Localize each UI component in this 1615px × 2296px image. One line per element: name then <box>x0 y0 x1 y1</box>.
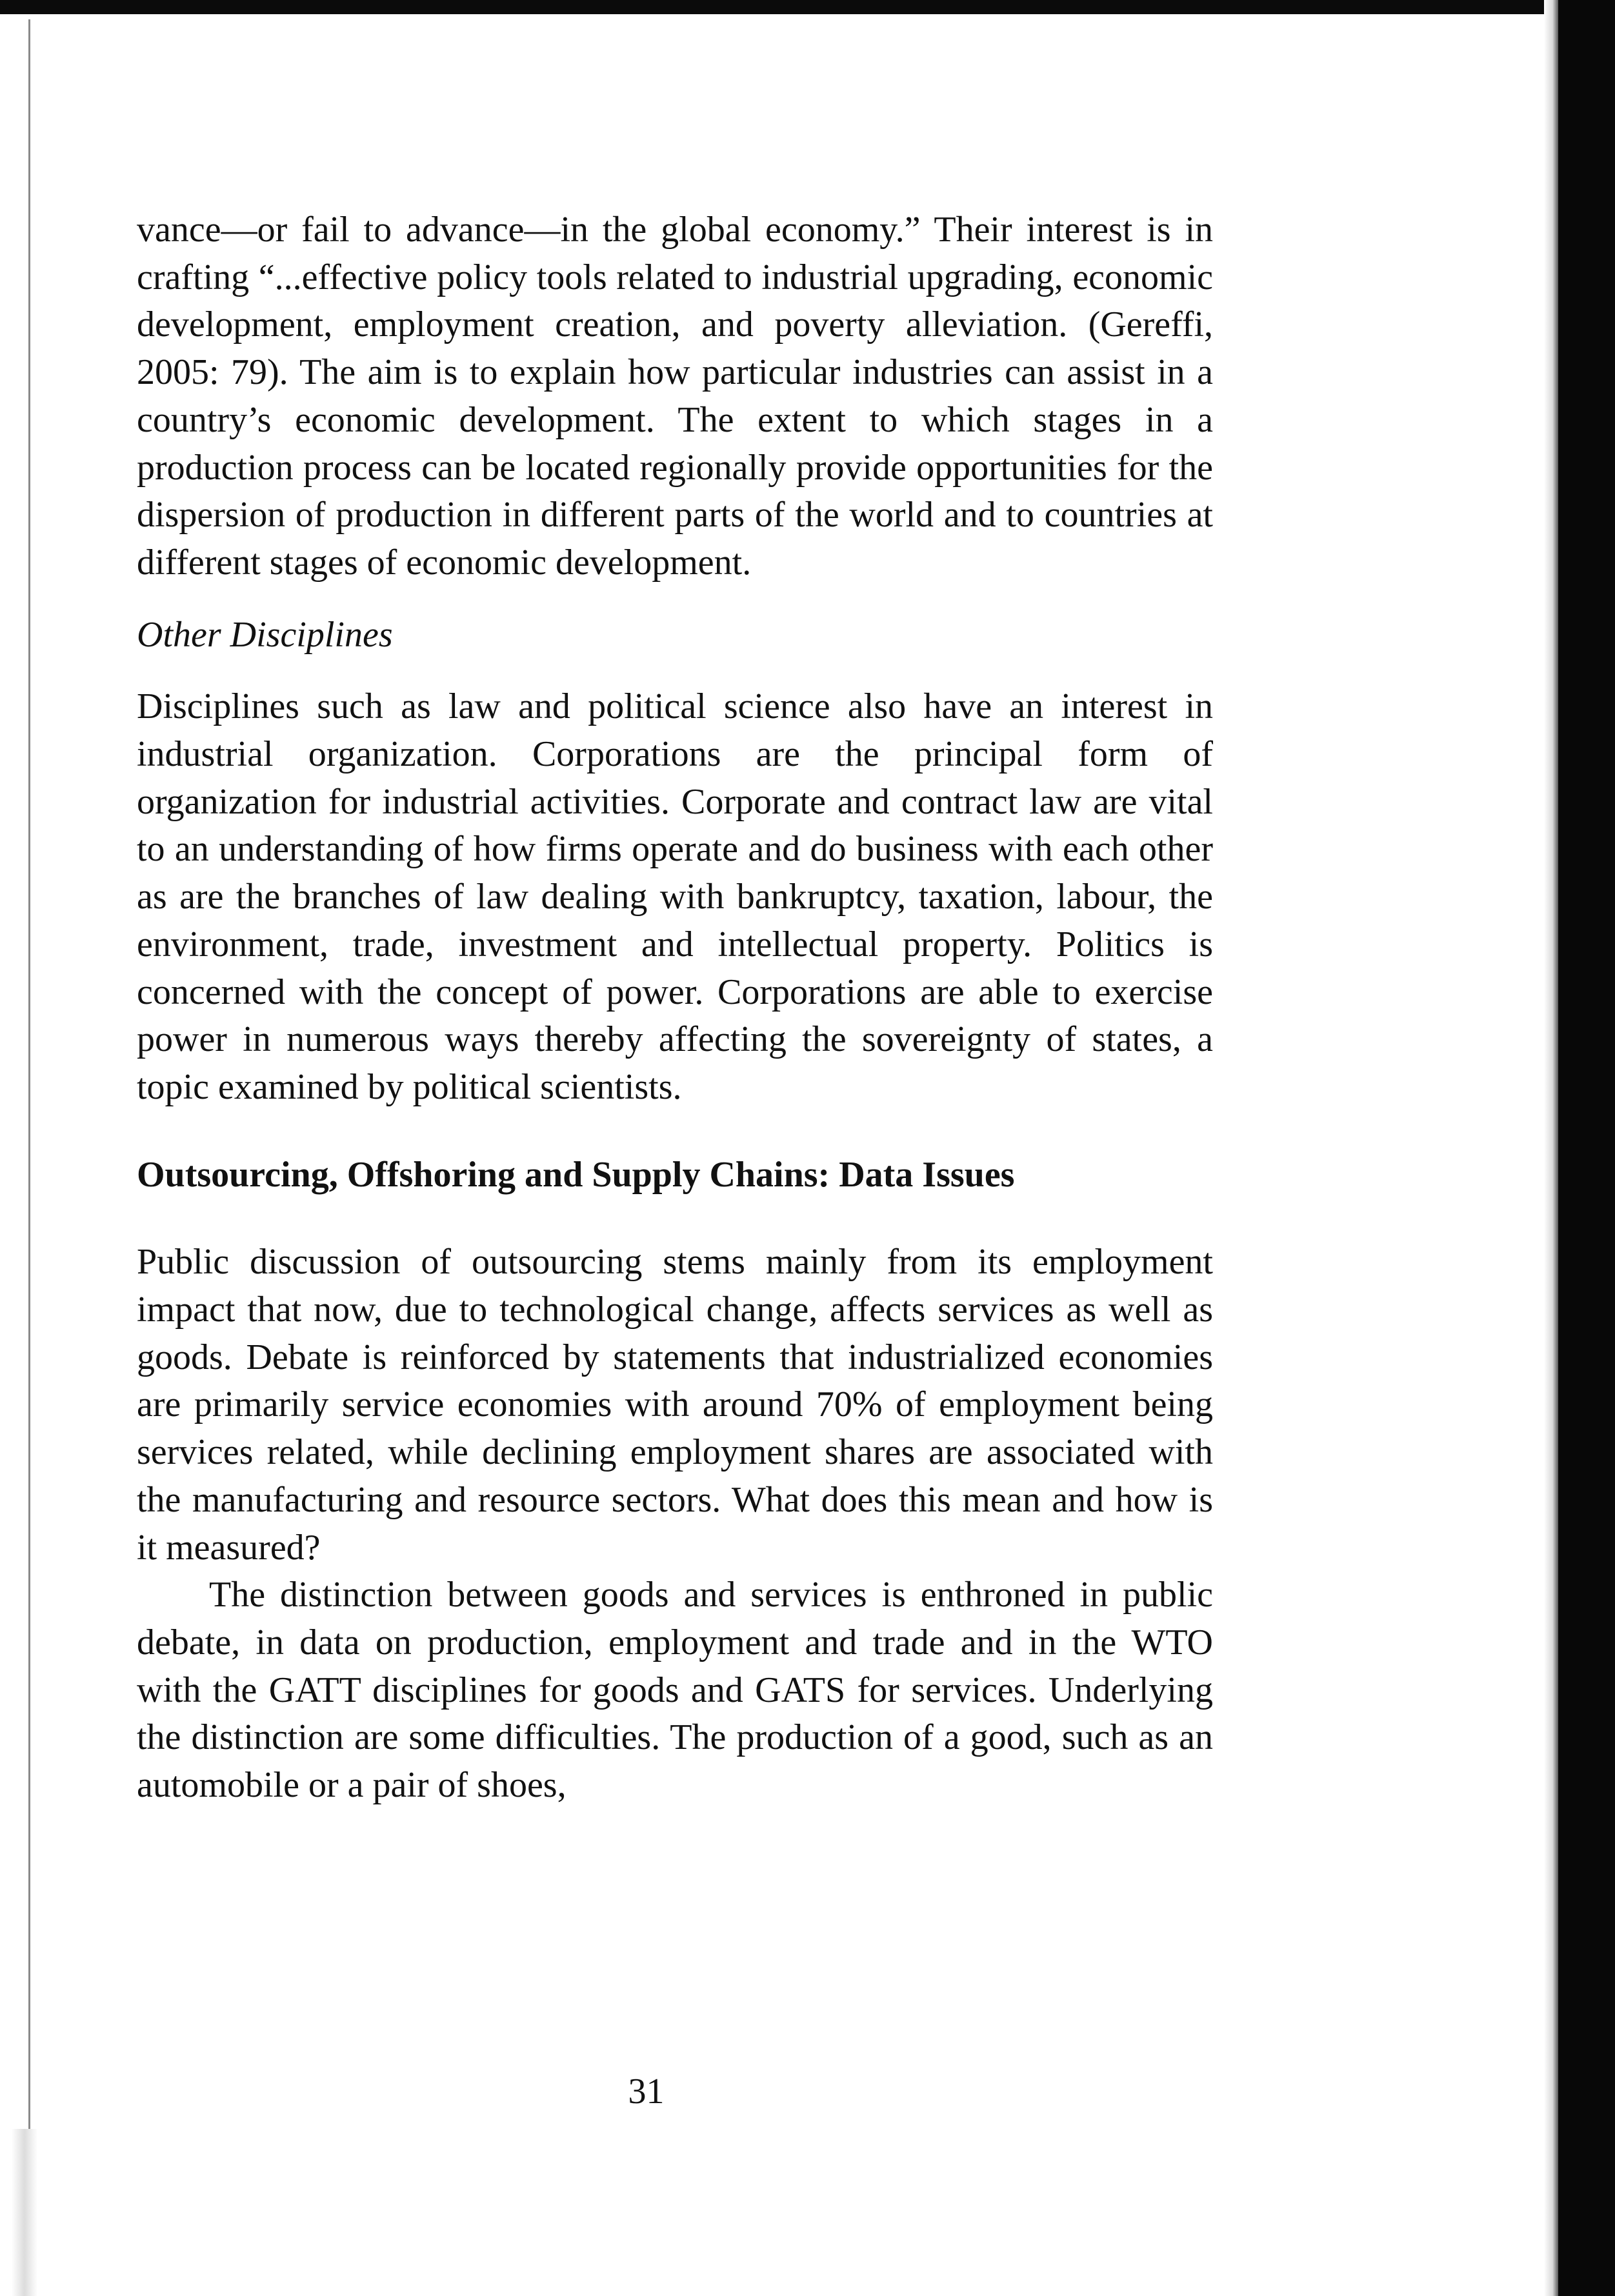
scan-smudge <box>12 2129 37 2296</box>
paragraph-outsourcing: Public discussion of outsourcing stems mainly from its employment impact that now, due to technological change, affects services as well as goods. Debate is reinforced by statements that industrialized economies are primarily service economies with around 70% of employment being services related, while declining employment shares are associated with the manufacturing and resource sectors. What does this mean and how is it measured? <box>137 1242 1213 1568</box>
section-heading: Outsourcing, Offshoring and Supply Chains: Data Issues <box>137 1154 1015 1195</box>
scan-top-border <box>0 0 1615 14</box>
page-number: 31 <box>628 2071 665 2111</box>
subheading-other-disciplines: Other Disciplines <box>137 614 393 655</box>
paragraph-continued: vance—or fail to advance—in the global economy.” Their interest is in crafting “...effective policy tools related to industrial upgrading, economic development, employment creation, and poverty alleviation. (Gereffi, 2005: 79). The aim is to explain how particular industries can assist in a country’s economic development. The extent to which stages in a production process can be located regionally provide opportunities for the dispersion of production in different parts of the world and to countries at different stages of economic development. <box>137 210 1213 583</box>
paragraph-other-disciplines: Disciplines such as law and political science also have an interest in industrial organization. Corporations are the principal form of organization for industrial activities. Corporate and contract law are vital to an understanding of how firms operate and do business with each other as are the branches of law dealing with bankruptcy, taxation, labour, the environment, trade, investment and intellectual property. Politics is concerned with the concept of power. Corporations are able to exercise power in numerous ways thereby affecting the sovereignty of states, a topic examined by political scientists. <box>137 686 1213 1107</box>
page-binding-edge <box>28 19 30 2296</box>
paragraph-goods-services: The distinction between goods and services is enthroned in public debate, in data on production, employment and trade and in the WTO with the GATT disciplines for goods and GATS for services. Underlying the distinction are some difficulties. The production of a good, such as an automobile or a pair of shoes, <box>137 1575 1213 1806</box>
book-page-body <box>137 206 1213 1810</box>
scan-right-border <box>1558 0 1615 2296</box>
scan-right-shadow <box>1544 0 1558 2296</box>
